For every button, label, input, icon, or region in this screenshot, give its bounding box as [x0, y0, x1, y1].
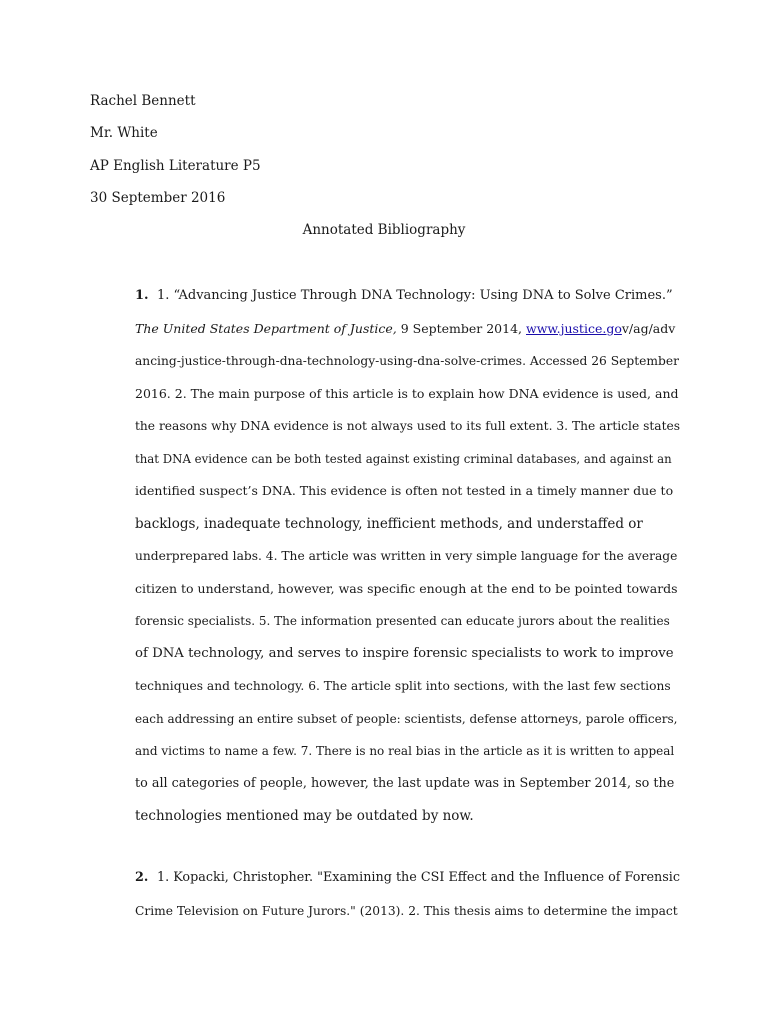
bibliography-entry-2 [135, 862, 680, 927]
entry-line: of DNA technology, and serves to inspire forensic specialists to work to improve [135, 645, 674, 661]
entry-number: 2. [135, 870, 149, 885]
entry-line: identified suspect’s DNA. This evidence is often not tested in a timely manner due to [135, 483, 674, 498]
entry-text: 1. Kopacki, Christopher. "Examining the CSI Effect and the Influence of Forensic [157, 870, 680, 885]
entry-line: citizen to understand, however, was specific enough at the end to be pointed towards [135, 580, 678, 596]
document-date: 30 September 2016 [90, 190, 226, 206]
entry-line [135, 280, 680, 313]
entry-line: to all categories of people, however, the last update was in September 2014, so the [135, 775, 675, 791]
entry-line: Crime Television on Future Jurors." (2013). 2. This thesis aims to determine the impact [135, 903, 678, 918]
page-title: Annotated Bibliography [302, 222, 466, 238]
entry-line: that DNA evidence can be both tested against existing criminal databases, and against an [135, 451, 672, 466]
entry-line: techniques and technology. 6. The article split into sections, with the last few sections [135, 679, 671, 693]
entry-line: each addressing an entire subset of people: scientists, defense attorneys, parole officers, [135, 711, 678, 726]
course-name: AP English Literature P5 [90, 158, 261, 174]
entry-text: v/ag/adv [621, 320, 676, 336]
entry-line: the reasons why DNA evidence is not always used to its full extent. 3. The article states [135, 419, 681, 433]
student-name: Rachel Bennett [90, 93, 196, 109]
teacher-name: Mr. White [90, 125, 158, 141]
entry-text: 1. “Advancing Justice Through DNA Technology: Using DNA to Solve Crimes.” [157, 288, 673, 303]
entry-number: 1. [135, 288, 149, 303]
entry-line: 2016. 2. The main purpose of this article is to explain how DNA evidence is used, and [135, 385, 679, 401]
entry-line [135, 862, 680, 895]
entry-line: forensic specialists. 5. The information presented can educate jurors about the realities [135, 614, 670, 628]
entry-line [135, 313, 680, 346]
entry-text: 9 September 2014, [396, 320, 526, 336]
entry-line: ancing-justice-through-dna-technology-using-dna-solve-crimes. Accessed 26 September [135, 354, 679, 368]
source-title: The United States Department of Justice, [135, 320, 397, 336]
source-link[interactable]: www.justice.go [526, 320, 622, 336]
entry-line: underprepared labs. 4. The article was written in very simple language for the average [135, 549, 678, 563]
entry-line: and victims to name a few. 7. There is no real bias in the article as it is written to appeal [135, 744, 675, 758]
entry-line: backlogs, inadequate technology, inefficient methods, and understaffed or [135, 515, 643, 532]
entry-line: technologies mentioned may be outdated by now. [135, 808, 474, 824]
bibliography-entry-1 [135, 280, 680, 833]
